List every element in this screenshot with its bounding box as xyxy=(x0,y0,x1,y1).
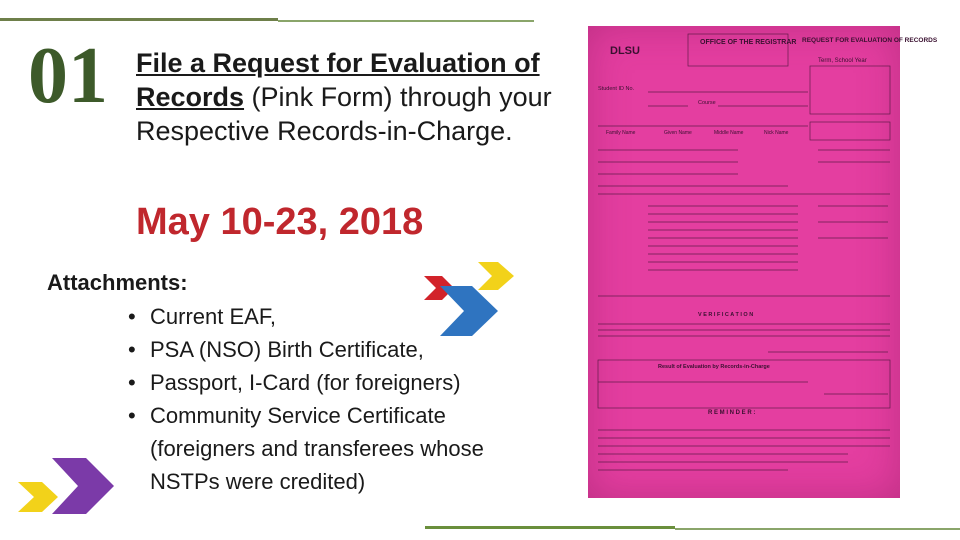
form-verification: V E R I F I C A T I O N xyxy=(698,312,754,318)
pink-form-image xyxy=(588,26,938,498)
bullet-icon: • xyxy=(128,337,136,362)
step-number: 01 xyxy=(28,32,108,120)
heading-rest: (Pink Form) through your Respective Records-in-Charge. xyxy=(136,82,552,146)
form-course-label: Course xyxy=(698,100,716,106)
form-middle-name: Middle Name xyxy=(714,130,744,136)
form-family-name: Family Name xyxy=(606,130,636,136)
chevron-yellow-small-icon xyxy=(18,482,58,512)
form-reminder: R E M I N D E R : xyxy=(708,410,756,416)
list-item: • PSA (NSO) Birth Certificate, xyxy=(128,333,548,366)
bullet-icon: • xyxy=(128,370,136,395)
form-drawing xyxy=(588,26,938,498)
list-item: • Passport, I-Card (for foreigners) xyxy=(128,366,548,399)
top-rule-left xyxy=(0,18,278,21)
list-item: • Current EAF, xyxy=(128,300,548,333)
chevron-blue-icon xyxy=(440,286,498,336)
bullet-icon: • xyxy=(128,403,136,428)
top-rule-right xyxy=(278,20,534,22)
deadline-date: May 10-23, 2018 xyxy=(136,201,424,243)
form-given-name: Given Name xyxy=(664,130,692,136)
form-title: REQUEST FOR EVALUATION OF RECORDS xyxy=(802,37,938,44)
form-nick-name: Nick Name xyxy=(764,130,789,136)
form-logo: DLSU xyxy=(610,45,640,57)
form-office-title: OFFICE OF THE REGISTRAR xyxy=(700,39,797,46)
form-term-label: Term, School Year xyxy=(818,58,867,64)
heading-underlined: File a Request for Evaluation of Records xyxy=(136,48,540,112)
bottom-rule-right xyxy=(675,528,960,530)
bottom-rule-left xyxy=(425,526,675,529)
form-student-id-label: Student ID No. xyxy=(598,86,635,92)
chevron-purple-icon xyxy=(52,458,114,514)
attachments-title: Attachments: xyxy=(47,270,188,295)
list-item: • Community Service Certificate (foreigners and transferees whose NSTPs were credited) xyxy=(128,399,548,498)
bullet-icon: • xyxy=(128,304,136,329)
form-result-label: Result of Evaluation by Records-in-Charge xyxy=(658,364,770,370)
step-heading xyxy=(136,46,566,148)
